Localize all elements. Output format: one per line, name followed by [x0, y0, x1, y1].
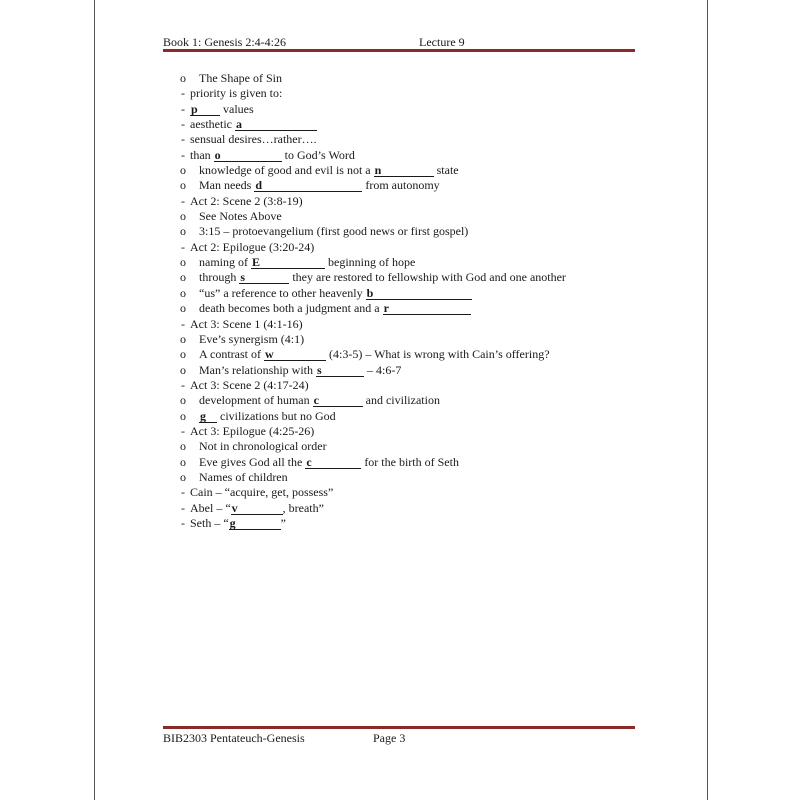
- dash-marker: -: [181, 132, 185, 147]
- fill-in-blank: [214, 149, 282, 162]
- line-text: 3:15 – protoevangelium (first good news or first gospel): [199, 224, 469, 239]
- bullet-marker: o: [180, 469, 186, 484]
- fill-in-blank: [235, 118, 317, 131]
- footer-left: BIB2303 Pentateuch-Genesis: [163, 731, 305, 745]
- bullet-marker: o: [180, 439, 186, 454]
- header-rule: [163, 49, 635, 52]
- outline-line: [180, 409, 640, 424]
- outline-line: [180, 286, 640, 301]
- dash-marker: -: [181, 101, 185, 116]
- line-text-before-blank: development of human: [199, 393, 313, 408]
- line-text-after-blank: from autonomy: [362, 178, 440, 193]
- fill-in-blank: [313, 394, 363, 407]
- line-text: Cain – “acquire, get, possess”: [190, 485, 334, 500]
- outline-line: [180, 255, 640, 270]
- blank-initial: E: [252, 255, 261, 270]
- fill-in-blank: [199, 410, 217, 423]
- dash-marker: -: [181, 500, 185, 515]
- outline-line: [180, 378, 640, 393]
- line-text: Eve’s synergism (4:1): [199, 331, 305, 346]
- outline-line: [180, 332, 640, 347]
- bullet-marker: o: [180, 393, 186, 408]
- line-text-before-blank: Man’s relationship with: [199, 362, 316, 377]
- blank-initial: c: [313, 393, 319, 408]
- line-text-before-blank: A contrast of: [199, 347, 264, 362]
- blank-initial: w: [265, 347, 274, 362]
- line-text-before-blank: than: [190, 147, 214, 162]
- line-text: The Shape of Sin: [199, 71, 282, 85]
- outline-line: [180, 363, 640, 378]
- outline-line: [180, 393, 640, 408]
- fill-in-blank: [366, 287, 472, 300]
- outline-line: [180, 163, 640, 178]
- header-left: Book 1: Genesis 2:4-4:26: [163, 35, 286, 49]
- dash-marker: -: [181, 86, 185, 101]
- bullet-marker: o: [180, 408, 186, 423]
- fill-in-blank: [305, 456, 361, 469]
- blank-initial: o: [214, 147, 221, 162]
- outline-line: [180, 132, 640, 147]
- outline-line: [180, 270, 640, 285]
- line-text-before-blank: knowledge of good and evil is not a: [199, 163, 374, 178]
- line-text-after-blank: and civilization: [362, 393, 440, 408]
- bullet-marker: o: [180, 331, 186, 346]
- fill-in-blank: [264, 348, 326, 361]
- outline-line: [180, 470, 640, 485]
- footer-right: Page 3: [373, 731, 406, 745]
- outline-line: [180, 86, 640, 101]
- line-text: priority is given to:: [190, 86, 283, 101]
- line-text: Act 3: Epilogue (4:25-26): [190, 423, 315, 438]
- fill-in-blank: [374, 164, 434, 177]
- dash-marker: -: [181, 423, 185, 438]
- line-text-after-blank: state: [433, 163, 459, 178]
- blank-initial: a: [235, 117, 242, 132]
- bullet-marker: o: [180, 178, 186, 193]
- fill-in-blank: [383, 302, 471, 315]
- outline-line: [180, 117, 640, 132]
- bullet-marker: o: [180, 347, 186, 362]
- bullet-marker: o: [180, 454, 186, 469]
- line-text-before-blank: aesthetic: [190, 117, 235, 132]
- line-text-after-blank: ”: [280, 515, 286, 530]
- bullet-marker: o: [180, 255, 186, 270]
- bullet-marker: o: [180, 270, 186, 285]
- line-text: Not in chronological order: [199, 439, 327, 454]
- bullet-marker: o: [180, 209, 186, 224]
- line-text-before-blank: Seth – “: [190, 515, 229, 530]
- blank-initial: s: [317, 362, 322, 377]
- line-text-before-blank: “us” a reference to other heavenly: [199, 285, 366, 300]
- outline-line: [180, 485, 640, 500]
- fill-in-blank: [190, 103, 220, 116]
- line-text-after-blank: civilizations but no God: [217, 408, 336, 423]
- blank-initial: s: [240, 270, 246, 285]
- dash-marker: -: [181, 239, 185, 254]
- line-text-after-blank: values: [220, 101, 254, 116]
- fill-in-blank: [239, 271, 289, 284]
- outline-line: [180, 317, 640, 332]
- fill-in-blank: [229, 517, 281, 530]
- outline-line: [180, 439, 640, 454]
- line-text: Names of children: [199, 469, 288, 484]
- line-text: Act 3: Scene 2 (4:17-24): [190, 377, 309, 392]
- dash-marker: -: [181, 485, 185, 500]
- dash-marker: -: [181, 117, 185, 132]
- line-text-before-blank: through: [199, 270, 240, 285]
- line-text: Act 2: Scene 2 (3:8-19): [190, 193, 303, 208]
- outline-line: [180, 240, 640, 255]
- line-text-before-blank: Eve gives God all the: [199, 454, 306, 469]
- fill-in-blank: [254, 179, 362, 192]
- line-text-before-blank: death becomes both a judgment and a: [199, 301, 383, 316]
- line-text-after-blank: (4:3-5) – What is wrong with Cain’s offering?: [326, 347, 550, 362]
- bullet-marker: o: [180, 285, 186, 300]
- line-text-after-blank: – 4:6-7: [364, 362, 402, 377]
- outline-line: [180, 148, 640, 163]
- outline-line: [180, 209, 640, 224]
- blank-initial: v: [231, 500, 238, 515]
- line-text: Act 3: Scene 1 (4:1-16): [190, 316, 303, 331]
- line-text-after-blank: for the birth of Seth: [361, 454, 459, 469]
- bullet-marker: o: [180, 362, 186, 377]
- outline-line: [180, 178, 640, 193]
- blank-initial: g: [200, 408, 206, 423]
- line-text-before-blank: naming of: [199, 255, 251, 270]
- outline-line: [180, 224, 640, 239]
- outline-line: [180, 455, 640, 470]
- bullet-marker: o: [180, 163, 186, 178]
- bullet-marker: o: [180, 71, 186, 85]
- dash-marker: -: [181, 147, 185, 162]
- outline-line: [180, 301, 640, 316]
- bullet-marker: o: [180, 224, 186, 239]
- line-text-before-blank: Man needs: [199, 178, 255, 193]
- line-text-after-blank: they are restored to fellowship with God and one another: [289, 270, 566, 285]
- line-text: See Notes Above: [199, 209, 282, 224]
- fill-in-blank: [316, 364, 364, 377]
- blank-initial: b: [366, 285, 374, 300]
- blank-initial: c: [306, 454, 312, 469]
- outline-line: [180, 71, 640, 86]
- blank-initial: r: [383, 301, 389, 316]
- fill-in-blank: [231, 502, 283, 515]
- outline-list: [180, 71, 640, 531]
- dash-marker: -: [181, 377, 185, 392]
- outline-line: [180, 102, 640, 117]
- dash-marker: -: [181, 515, 185, 530]
- line-text-before-blank: Abel – “: [190, 500, 231, 515]
- blank-initial: d: [255, 178, 263, 193]
- blank-initial: n: [374, 163, 382, 178]
- line-text-after-blank: beginning of hope: [325, 255, 416, 270]
- outline-line: [180, 424, 640, 439]
- outline-line: [180, 194, 640, 209]
- outline-line: [180, 516, 640, 531]
- outline-line: [180, 501, 640, 516]
- blank-initial: g: [229, 515, 236, 530]
- bullet-marker: o: [180, 301, 186, 316]
- line-text: sensual desires…rather….: [190, 132, 317, 147]
- fill-in-blank: [251, 256, 325, 269]
- line-text-after-blank: , breath”: [282, 500, 324, 515]
- line-text-after-blank: to God’s Word: [281, 147, 355, 162]
- dash-marker: -: [181, 316, 185, 331]
- blank-initial: p: [191, 101, 198, 116]
- dash-marker: -: [181, 193, 185, 208]
- footer-rule: [163, 726, 635, 729]
- outline-line: [180, 347, 640, 362]
- header-right: Lecture 9: [419, 35, 465, 49]
- line-text: Act 2: Epilogue (3:20-24): [190, 239, 315, 254]
